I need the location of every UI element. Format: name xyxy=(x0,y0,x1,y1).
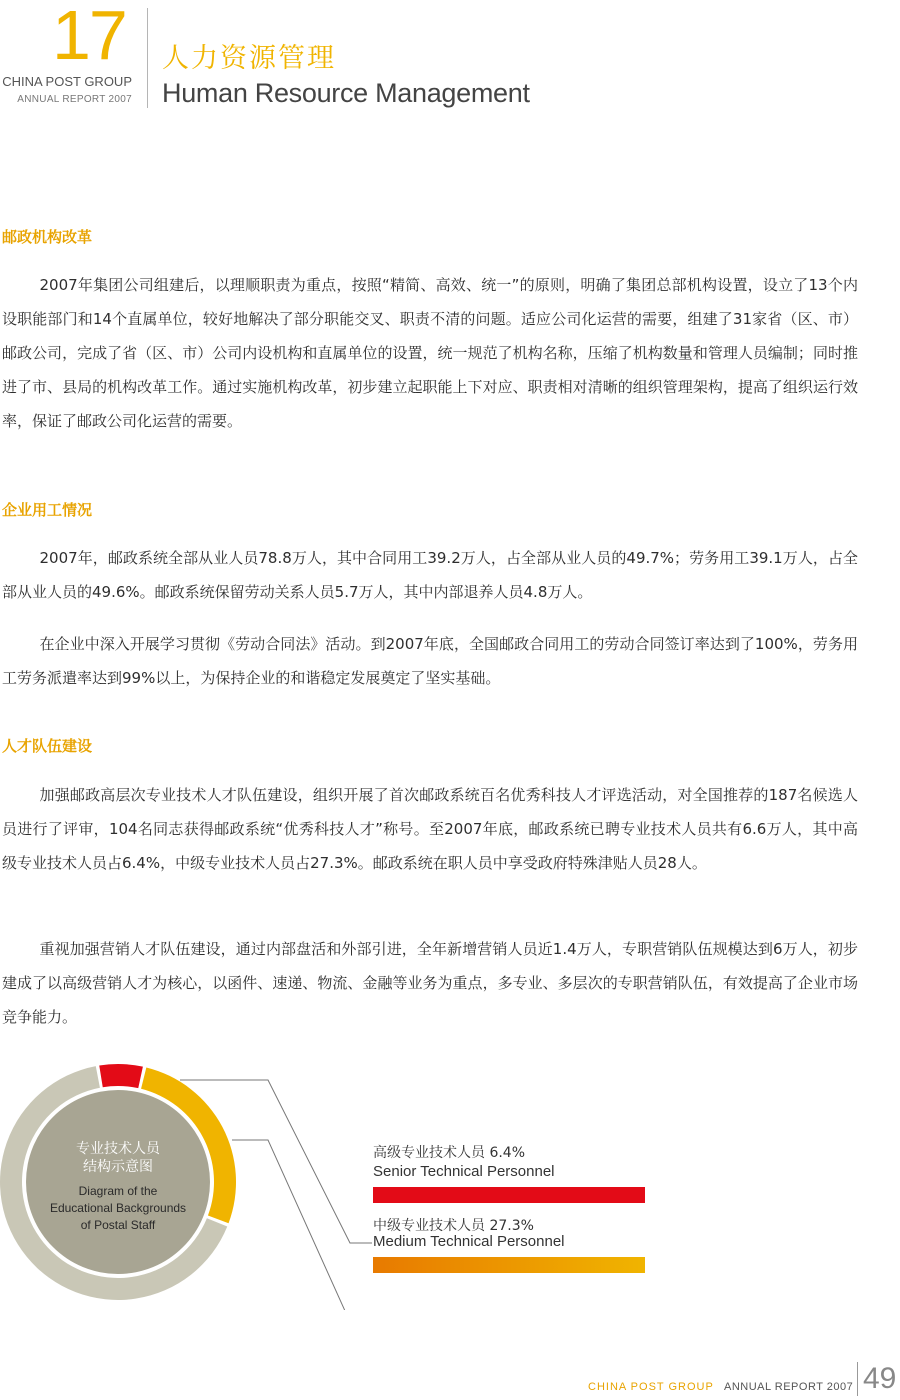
chart-title-cn-line2: 结构示意图 xyxy=(83,1159,153,1175)
page-number: 49 xyxy=(863,1362,897,1395)
chart-title-cn-line1: 专业技术人员 xyxy=(76,1141,160,1157)
paragraph: 2007年，邮政系统全部从业人员78.8万人，其中合同用工39.2万人，占全部从业人员的49.7%；劳务用工39.1万人，占全部从业人员的49.6%。邮政系统保留劳动关系人员5.7万人，其中内部退养人员4.8万人。 xyxy=(2,549,858,601)
chart-title-en-line1: Diagram of the xyxy=(78,1184,158,1198)
leader-line-senior xyxy=(180,1080,372,1243)
donut-slice-senior xyxy=(99,1064,143,1088)
legend-bar-medium xyxy=(373,1257,645,1273)
chart-title-en xyxy=(38,1183,198,1234)
paragraph: 在企业中深入开展学习贯彻《劳动合同法》活动。到2007年底，全国邮政合同用工的劳动合同签订率达到了100%，劳务用工劳务派遣率达到99%以上，为保持企业的和谐稳定发展奠定了坚实基础。 xyxy=(2,635,858,687)
legend-bar-senior xyxy=(373,1187,645,1203)
donut-center xyxy=(26,1090,210,1274)
footer-divider xyxy=(857,1362,858,1396)
footer-brand: CHINA POST GROUP xyxy=(588,1381,714,1393)
section-heading-org-reform: 邮政机构改革 xyxy=(2,228,93,246)
chart-title-en-line2: Educational Backgrounds xyxy=(49,1201,187,1215)
section-heading-talent: 人才队伍建设 xyxy=(2,737,93,755)
leader-line-medium xyxy=(232,1140,372,1310)
legend-medium-cn: 中级专业技术人员 27.3% xyxy=(373,1218,534,1234)
paragraph: 重视加强营销人才队伍建设，通过内部盘活和外部引进，全年新增营销人员近1.4万人，专职营销队伍规模达到6万人，初步建成了以高级营销人才为核心，以函件、速递、物流、金融等业务为重点，多专业、多层次的专职营销队伍，有效提高了企业市场竞争能力。 xyxy=(2,940,858,1026)
chart-title-cn xyxy=(38,1140,198,1176)
report-name: ANNUAL REPORT 2007 xyxy=(17,94,132,105)
paragraph: 加强邮政高层次专业技术人才队伍建设，组织开展了首次邮政系统百名优秀科技人才评选活动，对全国推荐的187名候选人员进行了评审，104名同志获得邮政系统“优秀科技人才”称号。至2007年底，邮政系统已聘专业技术人员共有6.6万人，其中高级专业技术人员占6.4%，中级专业技术人员占27.3%。邮政系统在职人员中享受政府特殊津贴人员28人。 xyxy=(2,786,858,872)
header-divider xyxy=(147,8,148,108)
section-heading-employment: 企业用工情况 xyxy=(2,501,93,519)
page-title-en: Human Resource Management xyxy=(162,78,530,108)
legend-senior-en: Senior Technical Personnel xyxy=(373,1163,555,1180)
footer-report: ANNUAL REPORT 2007 xyxy=(724,1381,854,1393)
legend-senior-cn: 高级专业技术人员 6.4% xyxy=(373,1145,526,1161)
group-name: CHINA POST GROUP xyxy=(2,74,132,89)
page-title-cn: 人力资源管理 xyxy=(162,43,336,74)
chapter-number: 17 xyxy=(52,0,126,74)
paragraph: 2007年集团公司组建后，以理顺职责为重点，按照“精简、高效、统一”的原则，明确了集团总部机构设置，设立了13个内设职能部门和14个直属单位，较好地解决了部分职能交叉、职责不清的问题。适应公司化运营的需要，组建了31家省（区、市）邮政公司，完成了省（区、市）公司内设机构和直属单位的设置，统一规范了机构名称，压缩了机构数量和管理人员编制；同时推进了市、县局的机构改革工作。通过实施机构改革，初步建立起职能上下对应、职责相对清晰的组织管理架构，提高了组织运行效率，保证了邮政公司化运营的需要。 xyxy=(2,276,858,430)
legend-medium-en: Medium Technical Personnel xyxy=(373,1233,565,1250)
chart-title-en-line3: of Postal Staff xyxy=(80,1218,156,1232)
